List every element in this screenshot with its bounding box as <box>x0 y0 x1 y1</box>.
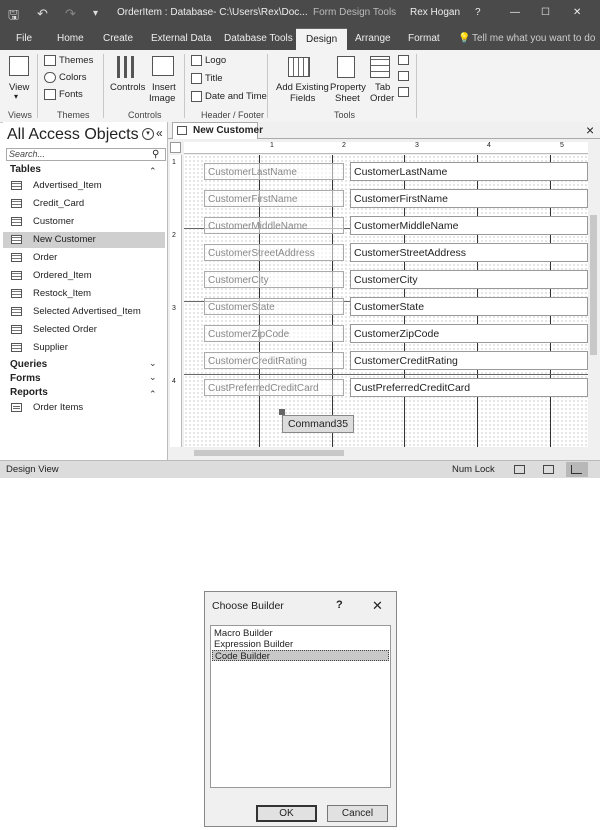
minimize-icon[interactable]: — <box>510 7 520 18</box>
search-icon[interactable]: ⚲ <box>152 149 160 160</box>
nav-item-label: Advertised_Item <box>33 180 102 191</box>
add-existing-fields-label-1[interactable]: Add Existing <box>276 82 329 93</box>
table-icon <box>11 199 22 208</box>
table-icon <box>11 325 22 334</box>
nav-section-forms[interactable]: Forms <box>10 373 41 384</box>
nav-item-table-selected[interactable] <box>3 232 165 248</box>
add-existing-fields-label-2[interactable]: Fields <box>290 93 316 104</box>
colors-button[interactable]: Colors <box>59 72 87 83</box>
nav-section-queries[interactable]: Queries <box>10 359 48 370</box>
table-icon <box>11 271 22 280</box>
fonts-button[interactable]: Fonts <box>59 89 83 100</box>
table-icon <box>11 235 22 244</box>
nav-search-input[interactable]: Search... <box>6 148 166 161</box>
form-icon <box>177 126 187 135</box>
themes-icon <box>44 55 56 66</box>
nav-item-table[interactable] <box>3 286 165 302</box>
nav-menu-icon[interactable]: ▾ <box>142 128 154 140</box>
window-title: OrderItem : Database- C:\Users\Rex\Doc... <box>117 7 308 18</box>
status-bar <box>0 460 600 478</box>
dialog-title: Choose Builder <box>212 600 284 612</box>
design-view-icon <box>571 465 582 474</box>
ribbon <box>0 50 600 123</box>
scrollbar-thumb[interactable] <box>590 215 597 355</box>
command-button[interactable]: Command35 <box>282 415 354 433</box>
document-tab-new-customer[interactable] <box>172 122 264 139</box>
field-label[interactable]: CustomerZipCode <box>204 325 344 342</box>
tab-database-tools[interactable]: Database Tools <box>224 33 293 44</box>
insert-image-icon[interactable] <box>152 56 174 76</box>
redo-icon[interactable]: ↷ <box>65 6 76 21</box>
list-item-code-builder[interactable]: Code Builder <box>212 650 389 661</box>
tab-design[interactable]: Design <box>296 28 347 50</box>
field-textbox[interactable]: CustomerState <box>350 297 588 316</box>
group-separator <box>416 54 417 118</box>
group-separator <box>37 54 38 118</box>
field-textbox[interactable]: CustomerZipCode <box>350 324 588 343</box>
grid-line <box>184 374 588 375</box>
group-separator <box>184 54 185 118</box>
nav-item-label: Selected Order <box>33 324 97 335</box>
tab-order-icon[interactable] <box>370 56 390 78</box>
tab-file[interactable]: File <box>16 33 33 44</box>
ruler-mark: 3 <box>415 142 419 149</box>
property-sheet-icon[interactable] <box>337 56 355 78</box>
view-code-icon[interactable] <box>398 71 409 81</box>
subform-icon[interactable] <box>398 55 409 65</box>
nav-item-label: Selected Advertised_Item <box>33 306 141 317</box>
insert-image-label-1[interactable]: Insert <box>152 82 176 93</box>
ribbon-tab-bar <box>0 28 600 50</box>
nav-item-table[interactable] <box>3 340 165 356</box>
field-label[interactable]: CustomerStreetAddress <box>204 244 344 261</box>
table-icon <box>11 217 22 226</box>
ruler-mark: 3 <box>172 305 176 312</box>
group-themes-label: Themes <box>57 110 90 120</box>
view-dropdown-icon[interactable]: ▾ <box>14 92 19 101</box>
num-lock-indicator: Num Lock <box>452 464 495 475</box>
nav-section-tables[interactable]: Tables <box>10 164 41 175</box>
choose-builder-dialog <box>204 591 397 827</box>
vertical-scrollbar[interactable] <box>588 155 599 447</box>
nav-item-table[interactable] <box>3 214 165 230</box>
horizontal-scrollbar[interactable] <box>184 448 588 458</box>
close-icon[interactable]: ✕ <box>573 7 582 18</box>
convert-macros-icon[interactable] <box>398 87 409 97</box>
controls-icon[interactable] <box>117 56 135 78</box>
list-item-macro-builder[interactable]: Macro Builder <box>214 628 273 639</box>
ruler-mark: 1 <box>270 142 274 149</box>
field-textbox[interactable]: CustPreferredCreditCard <box>350 378 588 397</box>
view-icon[interactable] <box>9 56 29 76</box>
field-textbox[interactable]: CustomerFirstName <box>350 189 588 208</box>
nav-item-label: Order Items <box>33 402 84 413</box>
group-tools-label: Tools <box>334 110 356 120</box>
nav-pane-title[interactable]: All Access Objects <box>7 126 139 143</box>
title-button[interactable]: Title <box>205 73 223 84</box>
restore-icon[interactable]: ☐ <box>541 7 550 18</box>
customize-qat-icon[interactable]: ▾ <box>93 8 99 19</box>
table-icon <box>11 307 22 316</box>
table-icon <box>11 343 22 352</box>
nav-item-report[interactable] <box>3 400 165 416</box>
tab-format[interactable]: Format <box>408 33 440 44</box>
view-button[interactable]: View <box>9 82 30 93</box>
status-view-label: Design View <box>6 464 59 475</box>
close-document-icon[interactable]: × <box>586 122 595 138</box>
scrollbar-thumb[interactable] <box>194 450 344 456</box>
add-existing-fields-icon[interactable] <box>288 57 310 77</box>
report-icon <box>11 403 22 412</box>
tab-arrange[interactable]: Arrange <box>355 33 391 44</box>
field-label[interactable]: CustomerCreditRating <box>204 352 344 369</box>
vertical-ruler <box>170 155 182 447</box>
chevron-down-icon[interactable]: ⌄ <box>149 358 157 368</box>
help-icon[interactable]: ? <box>475 7 481 18</box>
cancel-button[interactable]: Cancel <box>327 805 388 822</box>
date-time-button[interactable]: Date and Time <box>205 91 267 102</box>
field-textbox[interactable]: CustomerStreetAddress <box>350 243 588 262</box>
nav-item-label: Order <box>33 252 58 263</box>
ok-button[interactable]: OK <box>256 805 317 822</box>
colors-icon <box>44 72 56 83</box>
table-icon <box>11 289 22 298</box>
chevron-down-icon[interactable]: ⌄ <box>149 372 157 382</box>
field-textbox[interactable]: CustomerLastName <box>350 162 588 181</box>
ruler-mark: 2 <box>172 232 176 239</box>
ruler-mark: 4 <box>487 142 491 149</box>
nav-item-label: Restock_Item <box>33 288 92 299</box>
title-bar <box>0 0 600 28</box>
design-grid[interactable] <box>184 155 588 447</box>
form-design-area <box>168 122 600 460</box>
tab-create[interactable]: Create <box>103 33 134 44</box>
document-tab-label: New Customer <box>193 125 264 136</box>
field-textbox[interactable]: CustomerCity <box>350 270 588 289</box>
context-tab-title: Form Design Tools <box>313 7 397 18</box>
nav-item-table[interactable] <box>3 178 165 194</box>
ruler-mark: 1 <box>172 159 176 166</box>
group-header-footer-label: Header / Footer <box>201 110 265 120</box>
nav-item-label: Supplier <box>33 342 68 353</box>
ruler-mark: 4 <box>172 378 176 385</box>
tab-external-data[interactable]: External Data <box>151 33 212 44</box>
nav-item-table[interactable] <box>3 250 165 266</box>
field-label[interactable]: CustPreferredCreditCard <box>204 379 344 396</box>
field-textbox[interactable]: CustomerCreditRating <box>350 351 588 370</box>
field-label[interactable]: CustomerFirstName <box>204 190 344 207</box>
tab-order-label-1[interactable]: Tab <box>375 82 391 93</box>
field-label[interactable]: CustomerCity <box>204 271 344 288</box>
builder-list[interactable] <box>210 625 391 788</box>
logo-button[interactable]: Logo <box>205 55 227 66</box>
nav-item-table[interactable] <box>3 268 165 284</box>
nav-item-label: Credit_Card <box>33 198 85 209</box>
chevron-up-icon[interactable]: ⌃ <box>149 166 157 176</box>
undo-icon[interactable]: ↶ <box>37 6 48 21</box>
tab-order-label-2[interactable]: Order <box>370 93 395 104</box>
themes-button[interactable]: Themes <box>59 55 94 66</box>
nav-item-table[interactable] <box>3 304 165 320</box>
field-textbox[interactable]: CustomerMiddleName <box>350 216 588 235</box>
ruler-mark: 5 <box>560 142 564 149</box>
nav-section-reports[interactable]: Reports <box>10 387 48 398</box>
nav-item-label: Ordered_Item <box>33 270 92 281</box>
form-view-icon[interactable] <box>514 465 525 474</box>
group-views-label: Views <box>8 110 32 120</box>
close-icon[interactable]: ✕ <box>372 598 383 613</box>
design-view-button[interactable] <box>566 462 588 477</box>
layout-view-icon[interactable] <box>543 465 554 474</box>
navigation-pane <box>3 122 168 460</box>
logo-icon <box>191 55 202 66</box>
help-icon[interactable]: ? <box>336 599 343 611</box>
insert-image-label-2[interactable]: Image <box>149 93 176 104</box>
nav-item-table[interactable] <box>3 196 165 212</box>
ruler-mark: 2 <box>342 142 346 149</box>
list-item-expression-builder[interactable]: Expression Builder <box>214 639 294 650</box>
table-icon <box>11 253 22 262</box>
save-icon[interactable]: 🖫 <box>8 7 20 22</box>
field-label[interactable]: CustomerState <box>204 298 344 315</box>
property-sheet-label-1[interactable]: Property <box>330 82 366 93</box>
date-time-icon <box>191 91 202 102</box>
field-label[interactable]: CustomerMiddleName <box>204 217 344 234</box>
group-separator <box>267 54 268 118</box>
field-label[interactable]: CustomerLastName <box>204 163 344 180</box>
group-separator <box>103 54 104 118</box>
nav-item-table[interactable] <box>3 322 165 338</box>
tell-me-search[interactable]: Tell me what you want to do <box>472 33 596 44</box>
fonts-icon <box>44 89 56 100</box>
property-sheet-label-2[interactable]: Sheet <box>335 93 360 104</box>
lightbulb-icon: 💡 <box>458 33 471 44</box>
user-name[interactable]: Rex Hogan <box>410 7 461 18</box>
group-controls-label: Controls <box>128 110 162 120</box>
controls-button[interactable]: Controls <box>110 82 146 93</box>
shutter-collapse-icon[interactable]: « <box>156 126 163 140</box>
nav-item-label: Customer <box>33 216 75 227</box>
table-icon <box>11 181 22 190</box>
nav-item-label: New Customer <box>33 234 96 245</box>
horizontal-ruler <box>184 142 588 154</box>
title-icon <box>191 73 202 84</box>
tab-home[interactable]: Home <box>57 33 84 44</box>
chevron-up-icon[interactable]: ⌃ <box>149 389 157 399</box>
form-selector[interactable] <box>170 142 181 153</box>
